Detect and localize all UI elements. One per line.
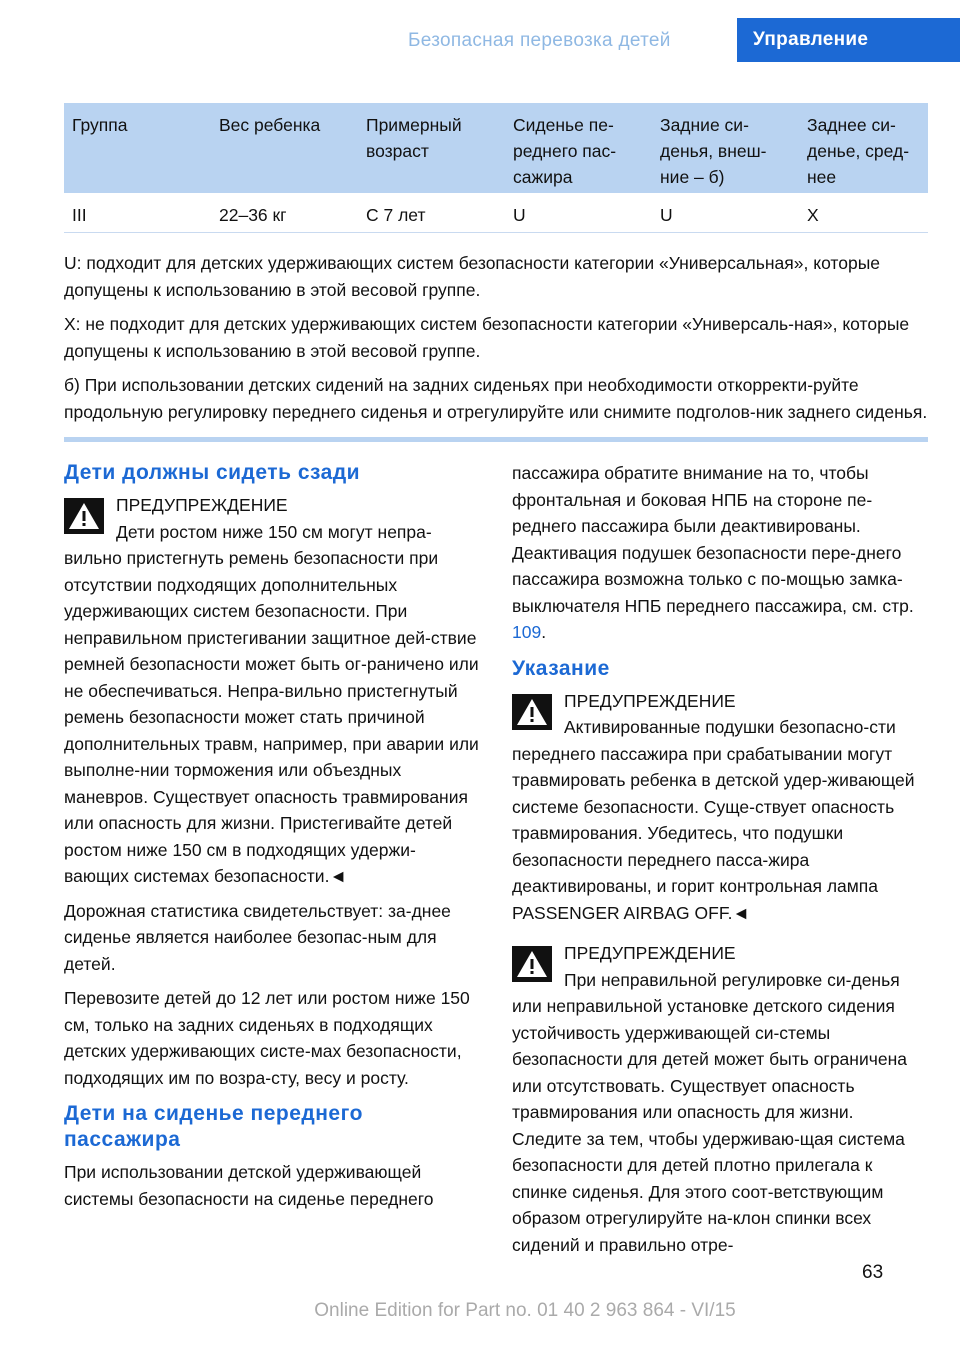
paragraph: Перевозите детей до 12 лет или ростом ниже 150 см, только на задних сиденьях в подходящих детских удерживающих систе-мах безопасности, подходящих им по возра-сту, весу и росту.: [64, 988, 470, 1088]
heading-note: Указание: [512, 656, 610, 680]
table-cell: С 7 лет: [366, 205, 426, 225]
page-header: [0, 0, 960, 64]
table-cell: 22–36 кг: [219, 205, 287, 225]
table-header-cell: Группа: [72, 115, 128, 135]
chapter-tab[interactable]: Управление: [737, 18, 960, 62]
table-header-row: [64, 103, 928, 193]
warning-triangle-icon: [512, 694, 552, 730]
heading-front-passenger: Дети на сиденье переднего пассажира: [64, 1102, 363, 1151]
warning-text: При неправильной регулировке си-денья или неправильной установке детского сидения устойчивость удерживающей си-стемы безопасности для детей может быть ограничена или отсутствовать. Существует опасность травмирования или опасность для жизни. Следите за тем, чтобы удерживаю-щая система безопасности для детей плотно прилегала к спинке сиденья. Для этого соот-ветствующим образом отрегулируйте на-клон спинки всех сидений и правильно отре-: [512, 969, 907, 1255]
table-cell: U: [660, 205, 673, 225]
table-header-cell: Вес ребенка: [219, 115, 321, 135]
warning-block: [512, 940, 928, 1258]
left-column: [64, 460, 480, 1220]
paragraph: Дорожная статистика свидетельствует: за-днее сиденье является наиболее безопас-ным для детей.: [64, 900, 451, 974]
table-header-cell: Задние си- денья, внеш- ние – б): [660, 115, 767, 187]
note-not-suitable: X: не подходит для детских удерживающих систем безопасности категории «Универсаль-ная», которые допущены к использованию в этой весовой группе.: [64, 314, 910, 361]
section-title: Безопасная перевозка детей: [408, 30, 671, 51]
warning-title: ПРЕДУПРЕЖДЕНИЕ: [116, 495, 288, 515]
warning-text: Активированные подушки безопасно-сти переднего пассажира при срабатывании могут травмировать ребенка в детской удер-живающей системе безопасности. Суще-ствует опасность травмирования. Убедитесь, что подушки безопасности переднего пасса-жира деактивированы, и горит контрольная лампа PASSENGER AIRBAG OFF.◄: [512, 717, 915, 923]
warning-block: [512, 688, 928, 927]
table-cell: U: [513, 205, 526, 225]
child-seat-table: [64, 103, 928, 233]
table-row: [64, 193, 928, 233]
warning-triangle-icon: [64, 498, 104, 534]
footer-edition: Online Edition for Part no. 01 40 2 963 864 - VI/15: [314, 1300, 736, 1321]
page-number: 63: [862, 1262, 884, 1283]
table-cell: X: [807, 205, 819, 225]
note-universal: U: подходит для детских удерживающих систем безопасности категории «Универсальная», которые допущены к использованию в этой весовой группе.: [64, 253, 881, 300]
right-column: [512, 460, 928, 1266]
heading-children-rear: Дети должны сидеть сзади: [64, 461, 361, 484]
warning-text: Дети ростом ниже 150 см могут непра-вильно пристегнуть ремень безопасности при отсутствии подходящих дополнительных удерживающих систем безопасности. При неправильном пристегивании защитное дей-ствие ремней безопасности может быть ог-раничено или не обеспечиваться. Непра-вильно пристегнутый ремень безопасности может стать причиной дополнительных травм, например, при аварии или выполне-нии торможения или объездных маневров. Существует опасность травмирования или опасность для жизни. Пристегивайте детей ростом ниже 150 см в подходящих удержи-вающих системах безопасности.◄: [64, 521, 479, 886]
warning-title: ПРЕДУПРЕЖДЕНИЕ: [564, 943, 736, 963]
paragraph: пассажира обратите внимание на то, чтобы фронтальная и боковая НПБ на стороне пе-реднего пассажира были деактивированы. Деактивация подушек безопасности пере-днего пассажира возможна только с по-мощью замка-выключателя НПБ переднего пассажира, см. стр. 109.: [512, 463, 914, 642]
page-link[interactable]: 109: [512, 622, 542, 642]
table-header-cell: Примерный возраст: [366, 115, 462, 161]
section-divider: [64, 437, 928, 442]
table-cell: III: [72, 205, 87, 225]
warning-triangle-icon: [512, 946, 552, 982]
paragraph: При использовании детской удерживающей системы безопасности на сиденье переднего: [64, 1162, 434, 1209]
warning-title: ПРЕДУПРЕЖДЕНИЕ: [564, 690, 736, 711]
note-rear-seats: б) При использовании детских сидений на задних сиденьях при необходимости откорректи-руйте продольную регулировку переднего сиденья и отрегулируйте или снимите подголов-ник заднего сиденья.: [64, 375, 928, 422]
warning-block: [64, 492, 480, 890]
table-header-cell: Заднее си- денье, сред- нее: [807, 115, 910, 187]
table-header-cell: Сиденье пе- реднего пас- сажира: [513, 115, 617, 187]
table-notes: [64, 250, 928, 433]
